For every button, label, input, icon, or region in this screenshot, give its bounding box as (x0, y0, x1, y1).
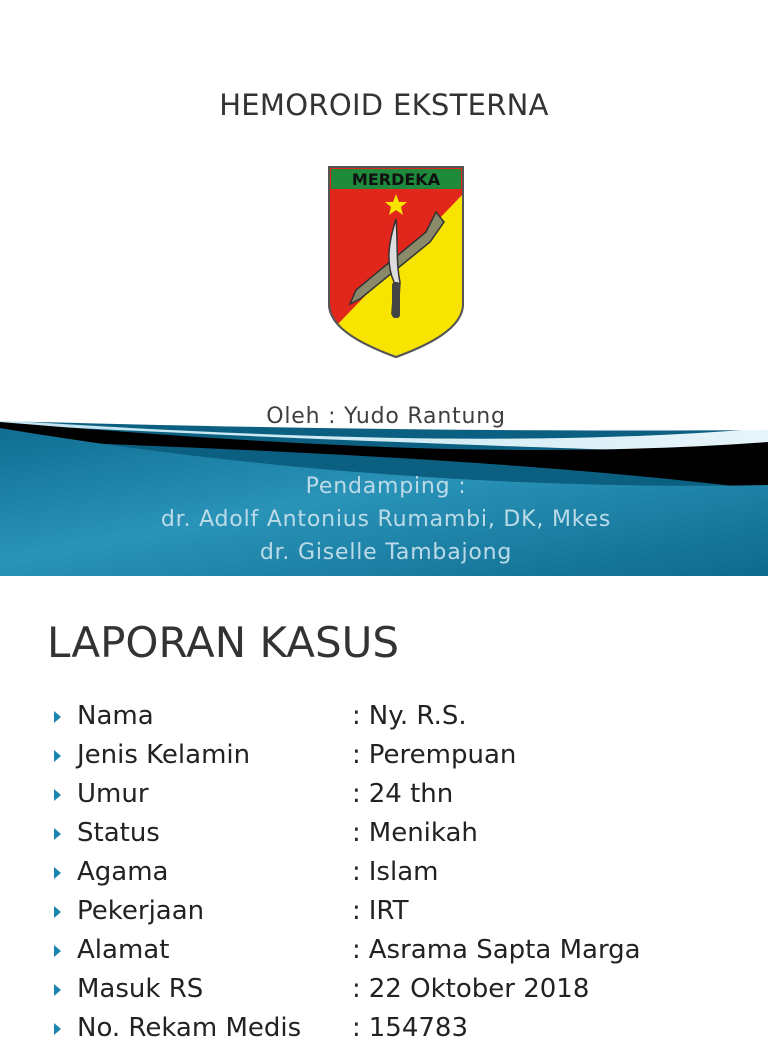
list-item (0, 934, 768, 973)
field-label: Alamat (77, 935, 170, 965)
field-value-wrap: : IRT (352, 896, 409, 926)
field-value: Islam (368, 857, 439, 887)
merdeka-emblem-logo (326, 164, 466, 360)
field-value-wrap: : 154783 (352, 1013, 469, 1043)
field-value: IRT (368, 896, 409, 926)
triangle-bullet-icon (54, 906, 61, 918)
triangle-bullet-icon (54, 789, 61, 801)
field-label: Jenis Kelamin (77, 740, 251, 770)
list-item (0, 856, 768, 895)
patient-info-list (0, 700, 768, 1051)
field-value-wrap: : Ny. R.S. (352, 701, 467, 731)
field-value-wrap: : 22 Oktober 2018 (352, 974, 590, 1004)
field-value: Asrama Sapta Marga (368, 935, 641, 965)
supervisor-heading: Pendamping : (305, 474, 467, 499)
presentation-title: HEMOROID EKSTERNA (219, 88, 549, 122)
supervisor-2: dr. Giselle Tambajong (259, 540, 513, 565)
list-item (0, 778, 768, 817)
field-value: Menikah (368, 818, 478, 848)
field-label: Status (77, 818, 160, 848)
field-value: Ny. R.S. (368, 701, 467, 731)
field-label: No. Rekam Medis (77, 1013, 302, 1043)
field-label: Agama (77, 857, 169, 887)
field-value: 22 Oktober 2018 (368, 974, 590, 1004)
list-item (0, 817, 768, 856)
field-value-wrap: : 24 thn (352, 779, 454, 809)
field-value-wrap: : Perempuan (352, 740, 517, 770)
field-value-wrap: : Islam (352, 857, 439, 887)
field-label: Pekerjaan (77, 896, 205, 926)
triangle-bullet-icon (54, 750, 61, 762)
field-value-wrap: : Asrama Sapta Marga (352, 935, 641, 965)
author-line: Oleh : Yudo Rantung (266, 404, 506, 429)
case-report-title: LAPORAN KASUS (47, 618, 400, 667)
list-item (0, 1012, 768, 1051)
field-value: 154783 (368, 1013, 469, 1043)
field-value: Perempuan (368, 740, 517, 770)
triangle-bullet-icon (54, 828, 61, 840)
supervisor-1: dr. Adolf Antonius Rumambi, DK, Mkes (160, 507, 612, 532)
triangle-bullet-icon (54, 1023, 61, 1035)
triangle-bullet-icon (54, 711, 61, 723)
triangle-bullet-icon (54, 984, 61, 996)
list-item (0, 895, 768, 934)
supervisors-block (0, 470, 772, 569)
list-item (0, 700, 768, 739)
case-report-slide (0, 576, 768, 1043)
field-label: Masuk RS (77, 974, 204, 1004)
triangle-bullet-icon (54, 945, 61, 957)
field-label: Nama (77, 701, 154, 731)
list-item (0, 973, 768, 1012)
field-label: Umur (77, 779, 149, 809)
field-value-wrap: : Menikah (352, 818, 478, 848)
triangle-bullet-icon (54, 867, 61, 879)
list-item (0, 739, 768, 778)
emblem-text: MERDEKA (351, 170, 441, 189)
field-value: 24 thn (368, 779, 454, 809)
